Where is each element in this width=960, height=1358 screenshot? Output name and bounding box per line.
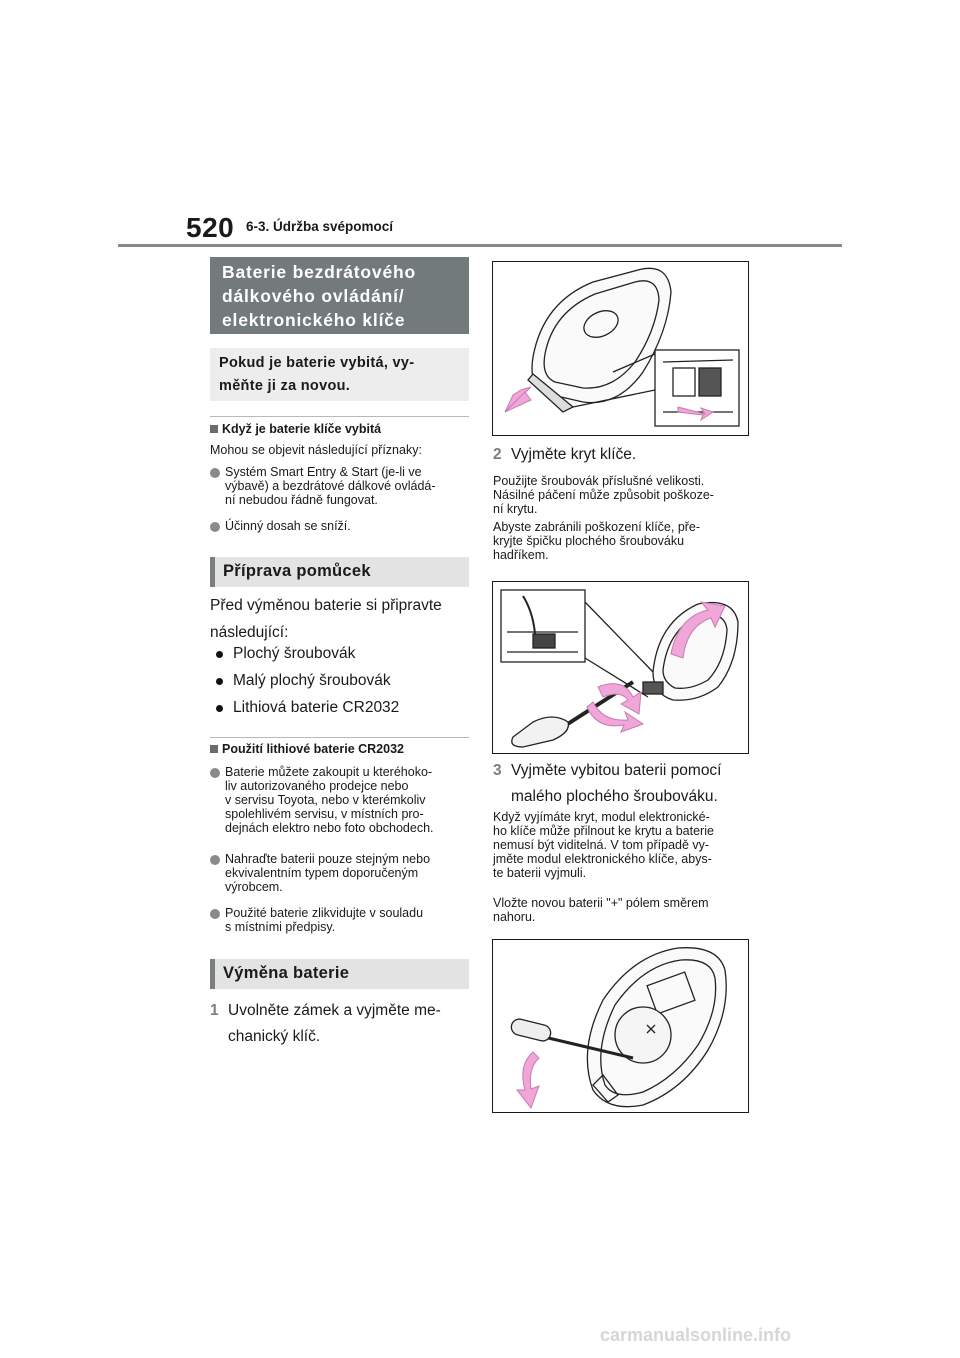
cr2032-heading-text: Použití lithiové baterie CR2032 [222,742,404,756]
step-2 [493,442,636,468]
square-bullet-icon [210,745,218,753]
step-line: Uvolněte zámek a vyjměte me- [228,1002,441,1019]
cr2032-heading [210,742,404,756]
step-2-para [493,520,700,562]
square-bullet-icon [210,425,218,433]
list-item [210,852,472,894]
circle-bullet-icon [210,855,220,865]
step-line: Vyjměte vybitou baterii pomocí [511,762,722,779]
para-line: Násilné páčení může způsobit poškoze- [493,488,714,502]
list-item [210,906,472,934]
prep-intro-line: Před výměnou baterie si připravte [210,597,442,614]
para-line: nemusí být viditelná. V tom případě vy- [493,838,710,852]
tool-item-label: Lithiová baterie CR2032 [233,699,400,716]
para-line: ní krytu. [493,502,538,516]
list-item-line: liv autorizovaného prodejce nebo [225,779,409,793]
circle-bullet-icon [210,768,220,778]
tool-item-label: Plochý šroubovák [233,645,356,662]
para-line: ho klíče může přilnout ke krytu a baterie [493,824,714,838]
step-number: 2 [493,446,502,463]
circle-bullet-icon [210,909,220,919]
step-number: 1 [210,1002,219,1019]
list-item-line: s místními předpisy. [225,920,336,934]
circle-bullet-icon [210,468,220,478]
intro-box [210,348,469,401]
step-line: chanický klíč. [228,1028,321,1045]
list-item-line: Baterie můžete zakoupit u kteréhoko- [225,765,433,779]
step-line: malého plochého šroubováku. [511,788,718,805]
list-item-line: v servisu Toyota, nebo v kterémkoliv [225,793,426,807]
main-heading-line: dálkového ovládání/ [222,286,405,306]
section-title: 6-3. Údržba svépomocí [246,219,394,234]
list-item-line: Použité baterie zlikvidujte v souladu [225,906,424,920]
intro-line: Pokud je baterie vybitá, vy- [219,355,415,371]
step-number: 3 [493,762,502,779]
list-item [210,465,472,507]
watermark: carmanualsonline.info [600,1325,792,1345]
para-line: nahoru. [493,910,536,924]
prep-intro [210,592,442,646]
page-number: 520 [186,212,235,243]
step-2-para [493,474,714,516]
list-item-line: výbavě) a bezdrátové dálkové ovládá- [225,479,436,493]
main-heading-line: elektronického klíče [222,310,406,330]
list-item-line: Účinný dosah se sníží. [225,519,351,533]
bullet-icon [216,705,223,712]
para-line: kryjte špičku plochého šroubováku [493,534,685,548]
list-item-line: ní nebudou řádně fungovat. [225,493,378,507]
list-item-line: dejnách elektro nebo foto obchodech. [225,821,434,835]
list-item-line: Systém Smart Entry & Start (je-li ve [225,465,422,479]
bullet-icon [216,678,223,685]
para-line: hadříkem. [493,548,549,562]
main-heading [210,257,469,334]
divider [210,416,469,417]
figure-remove-key [492,261,749,436]
para-line: Abyste zabránili poškození klíče, pře- [493,520,701,534]
dead-battery-heading [210,422,381,436]
bullet-icon [216,651,223,658]
dead-battery-intro: Mohou se objevit následující příznaky: [210,443,422,457]
para-line: Vložte novou baterii "+" pólem směrem [493,896,709,910]
para-line: te baterii vyjmuli. [493,866,587,880]
list-item [210,765,472,835]
replace-heading: Výměna baterie [210,959,469,989]
step-3-para [493,896,709,924]
circle-bullet-icon [210,522,220,532]
list-item-line: ekvivalentním typem doporučeným [225,866,419,880]
tool-item-label: Malý plochý šroubovák [233,672,391,689]
tool-item [210,645,355,663]
list-item-line: výrobcem. [225,880,283,894]
list-item-line: spolehlivém servisu, v místních pro- [225,807,424,821]
prep-intro-line: následující: [210,624,289,641]
list-item [210,519,351,533]
para-line: jměte modul elektronického klíče, abys- [493,852,712,866]
header-divider [118,244,842,247]
step-1 [210,998,441,1050]
intro-line: měňte ji za novou. [219,378,351,394]
figure-remove-cover [492,581,749,754]
tool-item [210,672,391,690]
divider [210,737,469,738]
figure-remove-battery [492,939,749,1113]
para-line: Když vyjímáte kryt, modul elektronické- [493,810,710,824]
tool-item [210,699,399,717]
main-heading-line: Baterie bezdrátového [222,262,416,282]
step-3-para [493,810,714,880]
list-item-line: Nahraďte baterii pouze stejným nebo [225,852,431,866]
dead-battery-heading-text: Když je baterie klíče vybitá [222,422,382,436]
step-3 [493,758,722,810]
para-line: Použijte šroubovák příslušné velikosti. [493,474,705,488]
step-title: Vyjměte kryt klíče. [511,446,637,463]
prep-heading: Příprava pomůcek [210,557,469,587]
